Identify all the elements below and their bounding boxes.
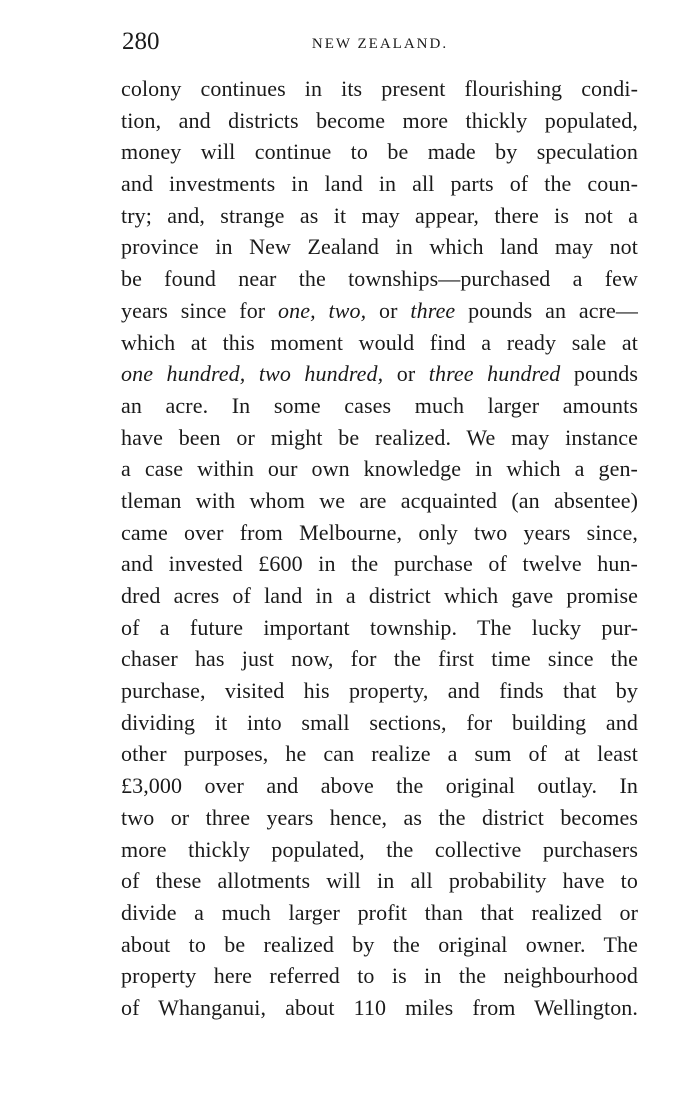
text-line [121, 136, 638, 168]
text-line [121, 992, 638, 1024]
text-line [121, 105, 638, 137]
text-segment: money will continue to be made by speculation [121, 139, 638, 165]
text-line [121, 707, 638, 739]
italic-text: one, two, [278, 297, 367, 323]
text-segment: purchase, visited his property, and finds that by [121, 678, 638, 704]
page-header [122, 24, 638, 60]
text-line [121, 231, 638, 263]
text-segment: or [383, 361, 429, 387]
text-line [121, 897, 638, 929]
text-line [121, 358, 638, 390]
body-text [121, 73, 638, 1024]
text-segment: and investments in land in all parts of the coun- [121, 171, 638, 197]
text-segment: dred acres of land in a district which gave promise [121, 583, 638, 608]
text-segment: chaser has just now, for the first time since the [121, 646, 638, 672]
text-line [121, 802, 638, 834]
text-line [121, 168, 638, 200]
text-line [121, 834, 638, 866]
text-line [121, 422, 638, 454]
text-segment: £3,000 over and above the original outlay. In [121, 773, 638, 799]
text-segment: an acre. In some cases much larger amounts [121, 392, 638, 418]
text-line [121, 929, 638, 961]
text-line [121, 453, 638, 485]
text-line [121, 73, 638, 105]
text-segment: about to be realized by the original owner. The [121, 931, 638, 957]
text-segment: colony continues in its present flourishing condi- [121, 76, 638, 101]
text-line [121, 548, 638, 580]
text-line [121, 738, 638, 770]
text-line [121, 612, 638, 644]
text-segment: more thickly populated, the collective purchasers [121, 836, 638, 862]
text-segment: province in New Zealand in which land may not [121, 234, 638, 260]
running-head: NEW ZEALAND. [311, 36, 449, 52]
italic-text: three [410, 297, 456, 323]
text-line [121, 295, 638, 327]
text-segment: and invested £600 in the purchase of twelve hun- [121, 551, 638, 577]
page-number: 280 [122, 28, 160, 55]
text-segment: be found near the townships—purchased a few [121, 266, 638, 292]
text-segment: of a future important township. The lucky pur- [121, 614, 638, 640]
text-segment: of Whanganui, about 110 miles from Wellington. [121, 994, 638, 1020]
text-line [121, 865, 638, 897]
italic-text: three hundred [428, 361, 561, 387]
text-segment: other purposes, he can realize a sum of at least [121, 741, 638, 767]
text-segment: a case within our own knowledge in which a gen- [121, 456, 638, 482]
text-segment: years since for [121, 297, 279, 323]
text-segment: came over from Melbourne, only two years since, [121, 519, 638, 545]
text-segment: which at this moment would find a ready sale at [121, 329, 638, 355]
text-line [121, 517, 638, 549]
text-segment: tleman with whom we are acquainted (an absentee) [121, 487, 638, 513]
text-segment: try; and, strange as it may appear, there is not a [121, 202, 638, 228]
text-line [121, 263, 638, 295]
text-segment: two or three years hence, as the district becomes [121, 804, 638, 830]
text-line [121, 327, 638, 359]
text-line [121, 643, 638, 675]
text-line [121, 200, 638, 232]
text-line [121, 675, 638, 707]
text-segment: divide a much larger profit than that realized or [121, 899, 638, 925]
text-line [121, 485, 638, 517]
text-segment: of these allotments will in all probability have to [121, 868, 638, 894]
text-line [121, 960, 638, 992]
text-line [121, 770, 638, 802]
text-line [121, 390, 638, 422]
text-segment: pounds [560, 361, 639, 387]
text-segment: dividing it into small sections, for building and [121, 709, 638, 735]
italic-text: one hundred, two hundred, [121, 361, 384, 387]
text-segment: have been or might be realized. We may instance [121, 424, 638, 450]
text-segment: pounds an acre— [455, 297, 639, 323]
text-segment: property here referred to is in the neighbourhood [121, 963, 638, 989]
text-line [121, 580, 638, 612]
text-segment: or [366, 297, 411, 323]
text-segment: tion, and districts become more thickly populated, [121, 107, 638, 133]
